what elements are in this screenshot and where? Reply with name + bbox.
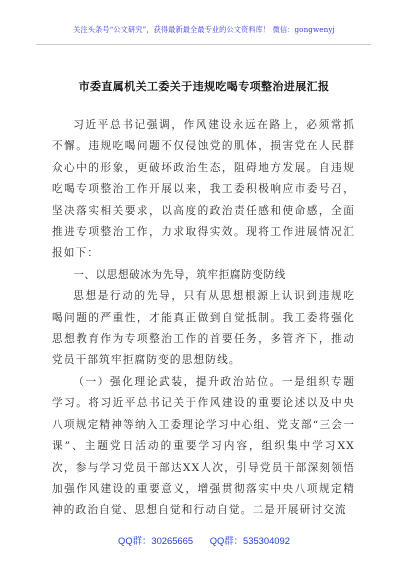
- document-title: 市委直属机关工委关于违规吃喝专项整治进展汇报: [78, 80, 330, 93]
- footer-qq-group-2: QQ群：535304092: [209, 535, 290, 546]
- footer-contact: [0, 533, 408, 547]
- footer-qq-group-1: QQ群：30265665: [118, 535, 194, 546]
- document-body: [52, 115, 355, 522]
- header-divider: [36, 44, 371, 45]
- subsection-1-paragraph: （一）强化理论武装，提升政治站位。一是组织专题学习。将习近平总书记关于作风建设的重要论述以及中央八项规定精神等纳入工委理论学习中心组、党支部“三会一课”、主题党日活动的重要学习内容，组织集中学习XX次，参与学习党员干部达XX人次，引导党员干部深刻领悟加强作风建设的重要意义，增强贯彻落实中央八项规定精神的政治自觉、思想自觉和行动自觉。二是开展研讨交流: [52, 375, 355, 517]
- header-banner: 关注头条号“公文研究”，获得最新最全最专业的公文资料库！ 微信：gongwenyj: [73, 25, 335, 34]
- section-heading-1: 一、以思想破冰为先导，筑牢拒腐防变防线: [73, 268, 286, 281]
- section-1-paragraph: 思想是行动的先导，只有从思想根源上认识到违规吃喝问题的严重性，才能真正做到自觉抵制。我工委将强化思想教育作为专项整治工作的首要任务，多管齐下，推动党员干部筑牢拒腐防变的思想防线。: [52, 290, 355, 367]
- intro-paragraph: 习近平总书记强调，作风建设永远在路上，必须常抓不懈。违规吃喝问题不仅侵蚀党的肌体，损害党在人民群众心中的形象，更破坏政治生态，阻碍地方发展。自违规吃喝专项整治工作开展以来，我工委积极响应市委号召，坚决落实相关要求，以高度的政治责任感和使命感，全面推进专项整治工作，力求取得实效。现将工作进展情况汇报如下：: [52, 119, 355, 260]
